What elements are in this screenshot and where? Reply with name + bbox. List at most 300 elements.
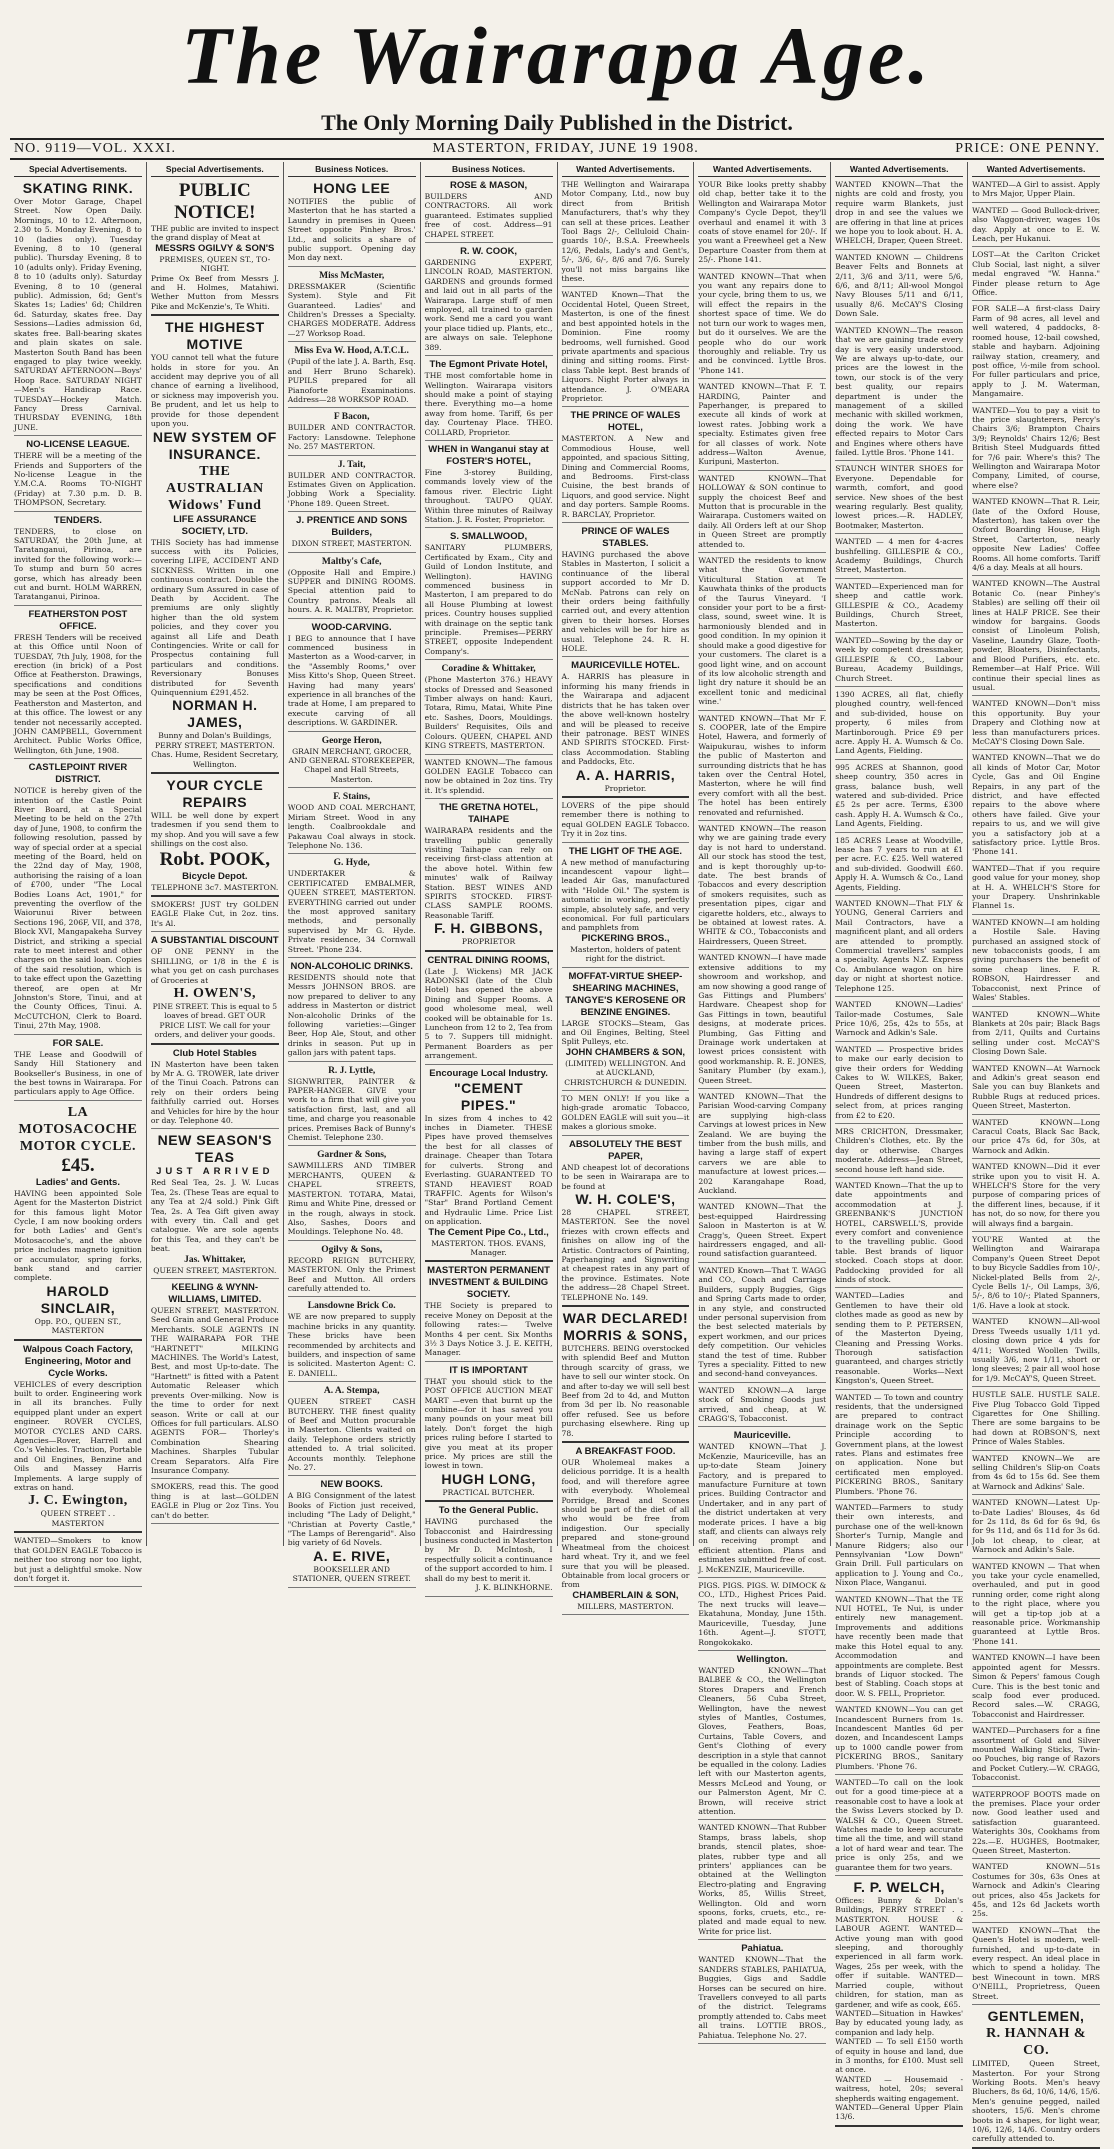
ad-name: Robt. POOK, xyxy=(159,848,270,870)
ad-title: KEELING & WYNN-WILLIAMS, LIMITED. xyxy=(168,1282,262,1306)
ad-tenders xyxy=(14,515,142,606)
ad-maltby xyxy=(288,556,416,619)
ad-body: WOOD AND COAL MERCHANT, Miriam Street. Wood in any length. Coalbrookdale and Pakawau Coal always in stock. Telephone No. 136. xyxy=(287,803,416,850)
ad-title: The Egmont Private Hotel, xyxy=(429,359,548,371)
ad-body: SMOKERS, read this. The good thing is at last—GOLDEN EAGLE in Plug or 2oz Tins. You can't do better. xyxy=(150,1482,279,1520)
ad-lost xyxy=(972,250,1100,301)
ad-body: HAVING purchased the above Stables in Masterton, I solicit a continuance of the liberal support accorded to Mr D. McNab. Patrons can rely on their orders being faithfully carried out, and every attention given to their horses. Horses and vehicles will be for hire as usual. Telephone 24. R. H. HOLE. xyxy=(561,550,690,654)
ad-hyde xyxy=(288,857,416,958)
ad-smokers xyxy=(151,900,279,932)
ad-body: Red Seal Tea, 2s. J. W. Lucas Tea, 2s. (These Teas are equal to any Tea at 2/4 sold.) Pink Gift Tea, 2s. A Tea Gift given away with every tin. Call and get catalogue. We are sole agents for this Tea, and they can't be beat. xyxy=(150,1178,279,1254)
ad-title: J. PRENTICE AND SONS Builders, xyxy=(296,515,408,539)
ad-building-society xyxy=(425,1265,553,1361)
ad-body: A new method of manufacturing incandescent vapour light—leaded Air Gas, manufactured with "Holde Oil." The system is automatic in working, perfectly simple, absolutely safe, and very economical. For full particulars and pamphlets from xyxy=(561,857,690,933)
ad-body: In sizes from 4 inches to 42 inches in Diameter. THESE Pipes have proved themselves the best for all classes of drainage. Cheaper than Totara for culverts. Strong and Everlasting. GUARANTEED TO STAND HEAVIEST ROAD TRAFFIC. Agents for Wilson's "Star" Brand Portland Cement and Hydraulic Lime. Price List on application. xyxy=(424,1113,553,1227)
price: PRICE: ONE PENNY. xyxy=(955,141,1100,156)
ad-body: WANTED KNOWN—51s Costumes for 30s, 63s Ones at Warnock and Adkin's Clearing out prices, also 45s Jackets for 45s, and 12s 6d Jackets worth 25s. xyxy=(972,1862,1100,1919)
ad-body: RESIDENTS should note that Messrs JOHNSON BROS. are now prepared to deliver to any address in Masterton or district Non-alcoholic Drinks of the following varieties:—Ginger Beer, Hop Ale, Stout, and other drinks in season. Put up in gallon jars with patent taps. xyxy=(287,972,416,1058)
ad-prentice xyxy=(288,515,416,552)
ad-body: WANTED KNOWN—I have made extensive additions to my showroom and workshop, and am now showing a good range of Gas Fittings and Plumbers' Hardware. Cheapest shop for Gas Fittings in town, beautiful designs, at moderate prices. Plumbing, Gas Fitting and Drainage work undertaken at lowest prices consistent with good workmanship. R. E. JONES, Sanitary Plumber (by exam.), Queen Street. xyxy=(698,953,827,1085)
ad-sub: PROPRIETOR xyxy=(461,937,516,947)
ad-body: WANTED KNOWN—That the TE NUI HOTEL, Te Nui, is under entirely new management. Improvements and additions have recently been made that make this Hotel equal to any. Accommodation and appointments are complete. Best brands of Liquor stocked. The best of Stabling. Coach stops at door. W. S. FELL, Proprietor. xyxy=(835,1594,964,1698)
ad-body: Over Motor Garage, Chapel Street. Now Open Daily. Mornings, 10 to 12. Afternoon, 2.30 to 5. Monday Evening, 8 to 10 (ladies only). Tuesday Evening, 8 to 10 (general public). Thursday Evening, 8 to 10 (adults only). Friday Evening, 8 to 10 (adults only). Saturday Evening, 8 to 10 (general public). Admission, 6d; Gent's Skates 1s; Ladies' 6d; Children 6d. Saturday, skates free. Day Sessions—Ladies admission 6d, skates free. Ball-bearing skates and plain skates on sale. Masterton South Band has been engaged to play twice weekly. SATURDAY AFTERNOON—Boys' Hoop Race. SATURDAY NIGHT—Men's Handicap Race. TUESDAY—Hockey Match. Fancy Dress Carnival. THURSDAY EVENING, 18th JUNE. xyxy=(14,197,142,432)
ad-title: NEW SEASON'S TEAS xyxy=(157,1132,272,1166)
ad-body: UNDERTAKER & CERTIFICATED EMBALMER, QUEEN STREET, MASTERTON. EVERYTHING carried out under the most approved sanitary methods, and personally supervised by Mr G. Hyde. Private residence, 34 Cornwall Street. 'Phone 234. xyxy=(287,869,416,954)
ad-body: THERE will be a meeting of the Friends and Supporters of the No-license League in the Y.M.C.A. Rooms TO-NIGHT (Friday) at 7.30 p.m. D. B. THOMPSON, Secretary. xyxy=(14,451,142,508)
ad-body: BUILDERS AND CONTRACTORS. All work guaranteed. Estimates supplied free of cost. Address—91 CHAPEL STREET. xyxy=(424,192,553,239)
ad-title: THE GRETNA HOTEL, TAIHAPE xyxy=(439,802,538,826)
ad-body: WANTED KNOWN—That R. Leir, (late of the Oxford House, Masterton), has taken over the Oxford Boarding House, High Street, Carterton, nearly opposite New Ladies' Coffee Rooms. All home comforts. Tariff 4/6 a day. Meals at all hours. xyxy=(972,497,1100,573)
ad-name: A. E. RIVE, xyxy=(313,1547,391,1564)
ad-slip-on-coats xyxy=(972,1454,1100,1496)
ad-keeling xyxy=(151,1282,279,1479)
ad-river-district xyxy=(14,762,142,1035)
ad-smokers xyxy=(14,1536,142,1587)
ad-body: WANTED KNOWN—That FLY & YOUNG, General Carriers and Mail Contractors, have a magnificent plant, and all orders are attended to promptly. Commercial travellers' samples a specialty. Agents N.Z. Express Co. Ambulance wagon on hire day or night at shortest notice. Telephone 125. xyxy=(835,899,964,993)
ad-pahiatua xyxy=(698,1943,826,2044)
ad-body: WANTED KNOWN—White Blankets at 20s pair; Black Bags from 2/11, Quilts and Curtains selling under cost. McCAY'S Closing Down Sale. xyxy=(972,1009,1100,1057)
ad-title: Miss Eva W. Hood, A.T.C.L. xyxy=(294,346,409,357)
ad-body: THE Wellington and Wairarapa Motor Company, Ltd., now buy direct from British Manufacturers, that's why they can sell at these prices. Leather Tool Bags 2/-, Celluloid Chain-guards 10/-, B.S.A. Freewheels 12/6, Pedals, Lady's and Gent's, 5/-, 3/6, 6/-, 8/6 and 7/6. Surely you'll not miss bargains like these. xyxy=(561,180,690,284)
ad-prince-of-wales-stables xyxy=(562,526,690,657)
column-heading: Special Advertisements. xyxy=(14,164,142,177)
ad-body: TO MEN ONLY! If you like a high-grade aromatic Tobacco, GOLDEN EAGLE will suit you—it makes a glorious smoke. xyxy=(561,1094,690,1132)
ad-body: WANTED KNOWN—The Austral Botanic Co. (near Pinhey's Stables) are selling off their oil lines at HALF PRICE. See their window for bargains. Goods consist of Linoleum Polish, Vaseline, Laundry Glaze, Tooth-powder, Bloaters, Disinfectants, and Blood Purifiers, etc. etc. Remember—at Half Price. Will continue their special lines as usual. xyxy=(972,579,1100,692)
ad-stempa xyxy=(288,1385,416,1476)
ad-dairy-farm xyxy=(972,304,1100,402)
ad-body: 1390 ACRES, all flat, chiefly ploughed country, well-fenced and sub-divided, house on property, 6 miles from Martinborough. Price £9 per acre. Apply H. A. Wumsch & Co. Land Agents, Fielding. xyxy=(835,689,964,756)
ad-bacon xyxy=(288,411,416,455)
ad-general-public xyxy=(425,1505,553,1596)
ad-body: WANTED KNOWN—Latest Up-to-Date Ladies' Blouses, 4s 6d for 2s 11d, 8s 6d for 6s 9d, 6s for 9s 11d, and 6s 11d for 3s 6d. Job lot cheap, to clear, at Warnock and Adkin's Sale. xyxy=(972,1498,1100,1555)
ad-body: BUILDER AND CONTRACTOR. Factory: Lansdowne. Telephone No. 257 MASTERTON. xyxy=(287,423,416,452)
ad-ogilvy xyxy=(288,1244,416,1298)
ad-body: Offices: Bunny & Dolan's Buildings, PERRY STREET . . MASTERTON. HOUSE & LABOUR AGENT. WANTED—Active young man with good sleeping, and thoroughly experienced in all farm work. Wages, 25s per week, with the offer if suitable. WANTED—Married couple, without children, for station, man as gardener, and wife as cook, £65. xyxy=(835,1896,964,2009)
ad-price: £45. xyxy=(61,1154,95,1176)
ad-body: WANTED—Experienced man for sheep and cattle work. GILLESPIE & CO., Academy Buildings, Church Street, Masterton. xyxy=(835,581,964,629)
ad-title-2: TANGYE'S KEROSENE OR BENZINE ENGINES. xyxy=(565,994,686,1018)
ad-body: WANTED KNOWN — That when you take your cycle enamelled, overhauled, and put in good running order, come right along to the right place, where you will get a tip-top job at a reasonable price. Workmanship guaranteed at Lyttle Bros. 'Phone 141. xyxy=(972,1561,1100,1646)
column-8 xyxy=(968,162,1104,2144)
ad-shearing-machines xyxy=(562,971,690,1091)
column-4 xyxy=(421,162,558,1593)
ad-rose-mason xyxy=(425,180,553,243)
ad-body: WANTED KNOWN—At Warnock and Adkin's great season end Sale you can buy Blankets and Rubble Rugs at reduced prices. Queen Street, Masterton. xyxy=(972,1063,1100,1111)
ad-harding xyxy=(698,382,826,471)
ad-title: ABSOLUTELY THE BEST PAPER, xyxy=(568,1138,682,1162)
ad-name: JOHN CHAMBERS & SON, xyxy=(565,1046,686,1058)
ad-name: MORRIS & SONS, xyxy=(563,1326,688,1343)
ad-subtitle: Ladies' and Gents. xyxy=(35,1176,120,1188)
ad-public-notice xyxy=(151,180,279,316)
ad-body: WANTED KNOWN—That Rubber Stamps, brass labels, shop brands, stencil plates, shoe-plates, rubber type and all printers' appliances can be obtained at the Wellington Electro-plating and Engraving Works, 85, Willis Street, Wellington. Old and worn spoons, forks, cruets, etc., re-plated and made equal to new. Write for price list. xyxy=(698,1823,827,1936)
ad-title: Ogilvy & Sons, xyxy=(321,1244,383,1255)
ad-body: LIMITED, Queen Street, Masterton. For your Strong Working Boots. Men's heavy Bluchers, 8s 6d, 10/6, 14/6, 15/6. Men's genuine pegged, nailed shooters, 15/6. Men's chrome boots in 4 shapes, for light wear, 10/6, 12/6, 14/6. Country orders carefully attended to. xyxy=(972,2059,1100,2144)
ad-body: WANTED KNOWN—That J. McKenzie, Mauriceville, has an up-to-date Steam Joinery Factory, and is prepared to manufacture Furniture at town prices. Building Contractor and Undertaker, and in any part of the district undertaken at very moderate prices. I have a big staff, and clients can always rely on receiving prompt and efficient attention. Plans and estimates submitted free of cost. J. McKENZIE, Mauriceville. xyxy=(698,1442,827,1574)
ad-body: WANTED—Purchasers for a fine assortment of Gold and Silver mounted Walking Sticks, Twin-oo Pouches, big range of Razors and Pocket Cutlery.—W. CRAGG, Tobacconist. xyxy=(972,1726,1100,1783)
ad-holloway xyxy=(698,474,826,553)
column-heading: Special Advertisements. xyxy=(151,164,279,177)
ad-body: LARGE STOCKS—Steam, Gas and Oil Engines, Belting, Steel Split Pulleys, etc. xyxy=(561,1018,690,1047)
ad-te-nui-hotel xyxy=(835,1595,963,1702)
ad-title: A SUBSTANTIAL DISCOUNT xyxy=(151,935,279,947)
ad-title: F Bacon, xyxy=(333,412,370,423)
ad-name: F. H. GIBBONS, xyxy=(434,920,544,937)
ad-welch-agent xyxy=(835,1879,963,2127)
ad-title: NON-ALCOHOLIC DRINKS. xyxy=(290,960,413,972)
ad-body: WANTED — Housemaid - waitress, hotel, 20s; several shepherds waiting engagement. xyxy=(835,2074,964,2103)
ad-walking-sticks xyxy=(972,1726,1100,1786)
ad-body: WANTED KNOWN—We are selling Children's Slip-on Coats from 4s 6d to 15s 6d. See them at Warnock and Adkins' Sale. xyxy=(972,1453,1100,1491)
ad-title: Encourage Local Industry. xyxy=(429,1067,548,1079)
ad-smokers xyxy=(151,1482,279,1524)
ad-body: DIXON STREET, MASTERTON. xyxy=(291,539,412,549)
ad-address: (LIMITED) WELLINGTON. And at AUCKLAND, CHRISTCHURCH & DUNEDIN. xyxy=(564,1058,687,1087)
ad-body: YOU cannot tell what the future holds in store for you. An accident may deprive you of all chance of earning a livelihood, or sickness may impoverish you. Be prudent, and let us help to provide for those dependent upon you. xyxy=(150,353,279,429)
ad-wood-carving xyxy=(288,622,416,732)
ad-body: YOU'RE Wanted at the Wellington and Wairarapa Company's Queen Street Depot to buy Bicycle Saddles from 10/-, Nickel-plated Bells from 2/-, Cycle Bells 1/-, Oil Lamps, 3/6, 5/-, 8/6 to 10/-; Plated Spanners, 1/6. Have a look at stock. xyxy=(972,1235,1100,1310)
ad-mauriceville xyxy=(698,1430,826,1578)
ad-bullock-driver xyxy=(972,206,1100,248)
ad-body: WANTED KNOWN—That the Queen's Hotel is modern, well-furnished, and up-to-date in every respect. An ideal place in which to spend a holiday. The best Winecount in town. MRS O'NEILL, Proprietress, Queen Street. xyxy=(972,1925,1100,2001)
ad-title: To the General Public. xyxy=(438,1505,539,1517)
ad-farmers xyxy=(835,1503,963,1592)
ad-name: CHAMBERLAIN & SON, xyxy=(572,1589,679,1601)
ad-body: THAT you should stick to the POST OFFICE AUCTION MEAT MART —even that burnt up the combine—for it has saved you many pounds on your meat bill lately. Don't forget the high prices ruling before I started to give you meat at its proper price. My prices are still the lowest in town. xyxy=(424,1376,553,1471)
ad-title: Gardner & Sons, xyxy=(317,1150,387,1161)
ad-where: PREMISES, QUEEN ST., TO-NIGHT. xyxy=(159,254,271,274)
ad-parisian xyxy=(698,1092,826,1199)
ad-body: NOTICE is hereby given of the intention of the Castle Point River Board, at a Special Meeting to be held on the 27th day of June, 1908, to confirm the following resolution, passed by way of special order at a special meeting of the Board, held on the 22nd day of May, 1908, authorising the raising of a loan of £700, under "The Local Bodies Loans Act, 1901," for preventing the overflow of the Waiorunui River between Sections 196, 206F, VII, and 378, Block XVI, Mangapakeha Survey District, and striking a special rate to meet interest and other charges on the said loan. Copies of the said resolution, which is to take effect upon the Gazetting thereof, are open at Mr Johnston's Store, Tinui, and at the County Offices, Tinui. A. McCUTCHON, Clerk to Board. Tinui, 27th May, 1908. xyxy=(14,786,142,1031)
ad-signature: J. K. BLINKHORNE. xyxy=(475,1583,553,1593)
ad-prince-of-wales-hotel xyxy=(562,410,690,523)
ad-childrens-felts xyxy=(835,253,963,323)
ad-body: BUTCHERS. BEING overstocked with splendid Beef and Mutton through scarcity of grass, we have to sell our winter stock. On and after to-day we will sell best Beef from 2d to 4d, and Mutton from 3d per lb. No reasonable offer refused. See us before purchasing elsewhere. Ring up 78. xyxy=(561,1343,690,1438)
ad-sub: Bicycle Depot. xyxy=(182,870,248,882)
ad-smallwood xyxy=(425,531,553,660)
ad-name: NORMAN H. JAMES, xyxy=(172,697,258,731)
ad-title: Maltby's Cafe, xyxy=(321,556,382,567)
ad-body: WANTED KNOWN—That HOLLOWAY & SON continue to supply the choicest Beef and Mutton that is procurable in the Wairarapa. Customers waited on daily. All Orders left at our Shop in Queen Street are promptly attended to. xyxy=(698,473,827,549)
ad-body: (Phone Masterton 376.) HEAVY stocks of Dressed and Seasoned Timber always on hand: Kauri, Totara, Rimu, Matai, White Pine etc. Sashes, Doors, Mouldings. Builders' Requisites, Oils and Colours. QUEEN, CHAPEL AND KING STREETS, MASTERTON. xyxy=(424,675,553,751)
ad-body: (Opposite Hall and Empire.) SUPPER and DINING ROOMS. Special attention paid to Country patrons. Meals all hours. A. R. MALTBY, Proprietor. xyxy=(287,567,416,615)
ad-body: WATERPROOF BOOTS made on the premises. Place your order now. Good leather used and satisfaction guaranteed. Waterights 30s, Cookhams from 22s.—E. HUGHES, Bootmaker, Queen Street, Masterton. xyxy=(972,1789,1100,1855)
ad-title: F. Stains, xyxy=(333,792,371,803)
ad-incandescent xyxy=(835,1705,963,1775)
ad-body: WANTED KNOWN—That the SANDERS STABLES, PAHIATUA, Buggies, Gigs and Saddle Horses can be secured on hire. Travellers conveyed to all parts of the district. Telegrams promptly attended to. Cabs meet all trains. LOTTIE BROS., Pahiatua. Telephone No. 27. xyxy=(698,1955,827,2040)
ad-body: WANTED KNOWN — Childrens Beaver Felts and Bonnets at 2/11, 3/6 and 3/11, were 5/6, 6/6, and 8/11; All-wool Mongol Navy Blouses 5/11 and 6/11, usually 8/6. McCAY'S Closing Down Sale. xyxy=(835,252,964,319)
ad-extra: Prime Ox Beef from Messrs J. and H. Holmes, Matahiwi. Wether Mutton from Messrs Pike and McKenzie's, Te Whiti. xyxy=(150,273,279,311)
ad-title: Coradine & Whittaker, xyxy=(441,664,536,675)
ad-title: Wellington. xyxy=(736,1653,788,1665)
ad-widows: THE AUSTRALIAN Widows' Fund xyxy=(166,463,264,513)
ad-body: WANTED KNOWN—Long Caracul Coats, Black Sac Back, our price 47s 6d, for 30s, at Warnock and Adkin. xyxy=(972,1117,1100,1155)
ad-title: MASTERTON PERMANENT INVESTMENT & BUILDING SOCIETY. xyxy=(427,1265,550,1301)
ad-address: MASTERTON. THOS. EVANS, Manager. xyxy=(431,1238,546,1257)
column-7 xyxy=(831,162,968,2122)
ad-body: SANITARY PLUMBERS, Certificated by Exam., City and Guild of London Institute, and Wellington). HAVING commenced business in Masterton, I am prepared to do all House Plumbing at lowest prices. Country houses supplied with drainage on the septic tank principle. Premises—PERRY STREET, opposite Independent Company's. xyxy=(424,543,553,656)
dateline-bar xyxy=(10,138,1104,160)
ad-title: TENDERS. xyxy=(53,514,102,526)
ad-skating-rink xyxy=(14,180,142,436)
ad-wellington xyxy=(698,1654,826,1821)
ad-title: WAR DECLARED! xyxy=(562,1309,689,1326)
ad-body: AND cheapest lot of decorations to be seen in Wairarapa are to be found at xyxy=(561,1162,690,1191)
ad-body: A BIG Consignment of the latest Books of Fiction just received, including "The Lady of Delight," "Christian at Poverty Castle," "The Lamps of Berengarid". Also big variety of 6d Novels. xyxy=(287,1491,416,1548)
ad-body: WAIRARAPA residents and the travelling public generally visiting Taihape can rely on receiving first-class attention at the above hotel. Within few minutes' walk of Railway Station. BEST WINES AND SPIRITS STOCKED. FIRST-CLASS SAMPLE ROOMS. Reasonable Tariff. xyxy=(424,826,553,920)
ad-war-declared xyxy=(562,1310,690,1443)
ad-title: Lansdowne Brick Co. xyxy=(307,1301,396,1312)
ad-body: WANTED KNOWN—You can get Incandescent Burners from 1s. Incandescent Mantles 6d per dozen, and Incandescent Lamps up to 1000 candle power from PICKERING BROS., Sanitary Plumbers. 'Phone 76. xyxy=(835,1705,964,1771)
column-heading: Business Notices. xyxy=(425,164,553,177)
ad-body: WANTED KNOWN—I have been appointed agent for Messrs. Simon & Pepers' famous Cough Cure. This is the best tonic and scalp food ever produced. Record sales.—W. CRAGG, Tobacconist and Hairdresser. xyxy=(972,1653,1100,1719)
ad-body: PIGS. PIGS. PIGS. W. DIMOCK & CO., LTD., Highest Prices Paid. The next trucks will leave— Ekatahuna, Monday, June 15th. Mauriceville, Tuesday, June 16th. Agent—J. STOTT, Rongokokako. xyxy=(698,1581,827,1647)
ad-for-sale xyxy=(14,1038,142,1101)
ad-widows-fund xyxy=(151,319,279,774)
ad-name: HAROLD SINCLAIR, xyxy=(40,1282,116,1316)
ad-body: I BEG to announce that I have commenced business in Masterton as a Wood-carver, in the "Assembly Rooms," over Miss Kitto's Shop, Queen Street. Having had many years' experience in all branches of the trade at Home, I am prepared to execute carving of all descriptions. W. GARDINER. xyxy=(287,633,416,728)
ad-title: THE LIGHT OF THE AGE. xyxy=(568,845,682,857)
ad-name: R. HANNAH & CO. xyxy=(986,2026,1087,2059)
ad-wagg xyxy=(698,1266,826,1383)
ad-body: BUILDER AND CONTRACTOR. Estimates Given on Application. Jobbing Work a Speciality. 'Phone 189. Queen Street. xyxy=(287,470,416,508)
ad-address: QUEEN STREET, MASTERTON. xyxy=(153,1265,277,1275)
ad-hannah xyxy=(972,2008,1100,2149)
ad-firm: MESSRS OGILVY & SON'S xyxy=(155,242,275,254)
ad-body: WANTED KNOWN—The reason that we are gaining trade every day is very easily understood. We are always up-to-date, our prices are the lowest in the town, our stock is of the very best quality, our repairs department is under the management of a skilled mechanic with skilled workmen, doing the work. We have effected repairs to Motor Cars and Engines where others have failed. Lyttle Bros. 'Phone 141. xyxy=(835,325,964,457)
ad-staunch-shoes xyxy=(835,464,963,534)
ad-cooper xyxy=(698,714,826,821)
ad-body: SAWMILLERS AND TIMBER MERCHANTS, QUEEN & CHAPEL STREETS, MASTERTON. TOTARA, Matai, Rimu and White Pine, dressed or in the rough, always in stock. Also, Sashes, Doors and Mouldings. Telephone No. 48. xyxy=(287,1161,416,1237)
ad-body: WANTED—Situation in Hawkes' Bay by educated young lady, as companion and lady help. xyxy=(835,2008,964,2037)
ad-lyttle xyxy=(288,1065,416,1147)
ad-body: A. HARRIS has pleasure in informing his many friends in the Wairarapa and adjacent districts that he has taken over the above well-known hostelry and will be pleased to receive their patronage. BEST WINES AND SPIRITS STOCKED. First-class Accommodation. Stabling and Paddocks, Etc. xyxy=(561,672,690,767)
column-heading: Wanted Advertisements. xyxy=(835,164,963,177)
ad-body: STAUNCH WINTER SHOES for Everyone. Dependable for warmth, comfort, and good service. New shoes of the best wearing regularly. Best quality, lowest prices.—R. HADLEY, Bootmaker, Masterton. xyxy=(835,464,964,530)
ad-jones-plumber xyxy=(698,953,826,1089)
ad-white-tobacconist xyxy=(698,824,826,950)
ad-warnock-sale xyxy=(972,1064,1100,1115)
ad-address: MILLERS, MASTERTON. xyxy=(577,1601,674,1611)
ad-body: WANTED KNOWN—That Mr F. S. COOPER, late of the Empire Hotel, Hawera, and formerly of Waipukurau, wishes to inform the public of Masterton and surrounding districts that he has taken over the Central Hotel, Masterton, where he will find every comfort with all the best. The hotel has been entirely renovated and refurnished. xyxy=(698,713,827,817)
ad-body: DRESSMAKER (Scientific System). Style and Fit Guaranteed. Ladies' and Children's Dresses a Specialty. CHARGES MODERATE. Address—27 Worksop Road. xyxy=(287,281,416,338)
ad-mccay xyxy=(972,699,1100,750)
ad-body: THE most comfortable home in Wellington. Wairarapa visitors should make a point of staying there. Everything mo—a home away from home. Tariff, 6s per day. Courtenay Place. THEO. COLLARD, Proprietor. xyxy=(424,371,553,437)
ad-post-office xyxy=(14,609,142,759)
ad-teas xyxy=(151,1132,279,1279)
ad-address: QUEEN STREET . . MASTERTON xyxy=(40,1509,116,1528)
ad-hong-lee xyxy=(288,180,416,267)
column-heading: Wanted Advertisements. xyxy=(972,164,1100,177)
ad-body: WE are now prepared to supply machine bricks in any quantity. These bricks have been recommended by architects and builders, and inspection of same is solicited. Masterton Agent: C. E. DANIELL. xyxy=(287,1312,416,1378)
column-1 xyxy=(10,162,147,1583)
ad-whelch-value xyxy=(972,864,1100,915)
ad-cough-cure xyxy=(972,1653,1100,1723)
ad-title: S. SMALLWOOD, xyxy=(450,531,528,543)
column-heading: Wanted Advertisements. xyxy=(562,164,690,177)
ad-title: FOR SALE. xyxy=(52,1037,104,1049)
ad-title: HONG LEE xyxy=(313,180,391,196)
ad-girl xyxy=(972,180,1100,203)
ad-body: GARDENING EXPERT, LINCOLN ROAD, MASTERTON. GARDENS and grounds formed and laid out in all parts of the Wairarapa. Large stuff of men employed, all trained to garden work. Send me a card you want your place tidied up. Plants, etc., are always on sale. Telephone 389. xyxy=(424,258,553,352)
ad-body: WANTED KNOWN—A large stock of Smoking Goods just arrived, and cheap, at W. CRAGG'S, Tobacconist. xyxy=(698,1385,827,1423)
ad-body: WANTED—Ladies and Gentlemen to have their old clothes made as good as new by sending them to P. PETERSEN, of the Masterton Dyeing, Cleaning and Pressing Works. Thorough satisfaction guaranteed, and charges strictly reasonable. Works—Next Kingston's, Queen Street. xyxy=(835,1291,964,1386)
column-6 xyxy=(694,162,831,2040)
ad-address: Opp. P.O., QUEEN ST., MASTERTON xyxy=(34,1316,122,1336)
ad-non-alcoholic xyxy=(288,961,416,1062)
ad-body: WANTED KNOWN—The reason why we are gaining trade every day is not hard to understand. All our stock has stood the test, and is kept thoroughly up-to-date. The best brands of Tobaccos and every description of smokers requisites, such as presentation pipes, cigar and cigarette holders, etc., always to be obtained at lowest rates. A. WHITE & CO., Tobacconists and Hairdressers, Queen Street. xyxy=(698,824,827,946)
ad-price-slaughterers xyxy=(972,406,1100,495)
ad-body: SIGNWRITER, PAINTER & PAPER-HANGER. GIVE your work to a firm that will give you satisfaction first, last, and all time, and charge you reasonable prices. Premises Back of Bunny's Chemist. Telephone 230. xyxy=(287,1076,416,1143)
ad-body: GRAIN MERCHANT, GROCER, AND GENERAL STOREKEEPER, Chapel and Hall Streets, Masterton. xyxy=(288,746,415,784)
ad-title: PUBLIC NOTICE! xyxy=(174,180,256,223)
ad-sowing xyxy=(835,636,963,687)
ad-body: WANTED — 4 men for 4-acres bushfelling. GILLESPIE & CO., Academy Buildings, Church Street, Masterton. xyxy=(835,537,964,575)
ad-title: Club Hotel Stables xyxy=(172,1047,257,1059)
ad-caracul-coats xyxy=(972,1118,1100,1160)
column-2 xyxy=(147,162,284,1546)
ad-mcmaster xyxy=(288,270,416,342)
ad-title: MOFFAT-VIRTUE SHEEP-SHEARING MACHINES, xyxy=(568,970,683,994)
ad-blankets xyxy=(972,1010,1100,1061)
ad-egmont-hotel xyxy=(425,359,553,441)
ad-body: WANTED — Good Bullock-driver, also Waggon-driver, wages 10s day. Apply at once to E. W. Leach, per Hukanui. xyxy=(972,205,1100,244)
ad-body: WANTED—That if you require good value for your money, shop at H. A. WHELCH'S Store for your Drapery. Unshrinkable Flannel 1s. xyxy=(972,863,1100,911)
ad-to-men-only xyxy=(562,1094,690,1136)
ad-bushfelling xyxy=(835,537,963,579)
ad-club-stables xyxy=(151,1048,279,1130)
ad-tait xyxy=(288,459,416,513)
ad-tailor-costumes xyxy=(835,1000,963,1042)
ad-brick-co xyxy=(288,1300,416,1382)
ad-title: WOOD-CARVING. xyxy=(311,621,392,633)
ad-title: NEW BOOKS. xyxy=(320,1479,383,1491)
ad-body: WANTED KNOWN—That the nights are cold and frosty, you require warm Blankets, just drop in and see the values we are offering in that line at prices we hope you to look about. H. A. WHELCH, Draper, Queen Street. xyxy=(835,180,964,246)
ad-body: LOVERS of the pipe should remember there is nothing to equal GOLDEN EAGLE Tobacco. Try it in 2oz tins. xyxy=(561,800,690,839)
ad-carriers xyxy=(835,899,963,997)
ad-name: W. H. COLE'S, xyxy=(575,1190,676,1207)
ad-cement-pipes xyxy=(425,1068,553,1263)
ad-body: FRESH Tenders will be received at this Office until Noon of TUESDAY, 7th July, 1908, for the erection (in brick) of a Post Office at Featherston. Drawings, specifications and conditions may be seen at the Post Offices, Featherston and Masterton, and at this office. The lowest or any tender not necessarily accepted. JOHN CAMPBELL, Government Architect. Public Works Office, Wellington, 6th June, 1908. xyxy=(14,632,142,755)
issue-number: NO. 9119—VOL. XXXI. xyxy=(14,141,176,156)
ad-heron xyxy=(288,735,416,789)
ad-body: WANTED Known—That the up to date appointments and accommodation at J. GREENBANK'S JUNCTION HOTEL, CARSWELL'S, provide every comfort and convenience to the travelling public. Good table. Best brands of liquor stocked. Coach stops at door. Paddocking provided for all kinds of stock. xyxy=(835,1181,964,1285)
ad-stains xyxy=(288,791,416,854)
ad-costumes xyxy=(972,1862,1100,1922)
ad-title: PRINCE OF WALES STABLES. xyxy=(581,526,670,549)
ad-title: Mauriceville. xyxy=(733,1430,791,1442)
ad-body: FOR SALE—A first-class Dairy Farm of 98 acres, all level and well watered, 4 paddocks, 8-roomed house, 12-bail cowshed, stable and haybarn. Adjoining railway station, creamery, and post office, ½-mile from school. For fuller particulars and price, apply to J. M. Waterman, Mangamaire. xyxy=(972,304,1100,399)
ad-gardner xyxy=(288,1149,416,1240)
ad-stock-man xyxy=(835,582,963,633)
ad-body: MRS CRICHTON, Dressmaker, Children's Clothes, etc. By the day or otherwise. Charges moderate. Address—Jean Street, second house left hand side. xyxy=(835,1126,964,1174)
ad-sub: JUST ARRIVED xyxy=(156,1166,274,1178)
ad-body: WANTED Known—That T. WAGG and CO., Coach and Carriage Builders, supply Buggies, Gigs and Spring Carts made to order, in any style, and constructed under personal supervision from the best selected materials by expert workmen, and our prices defy competition. Our vehicles stand the test of time. Rubber Tyres a speciality. Fitted to new and second-hand conveyances. xyxy=(698,1265,827,1379)
ad-crichton xyxy=(835,1127,963,1178)
ad-best-paper xyxy=(562,1139,690,1307)
ad-body: RECORD REIGN BUTCHERY, MASTERTON. Only the Primest Beef and Mutton. All orders carefully attended to. xyxy=(287,1255,416,1293)
ad-body: SMOKERS! JUST try GOLDEN EAGLE Flake Cut, in 2oz. tins. It's Al. xyxy=(150,900,279,928)
ad-name: J. C. Ewington, xyxy=(28,1493,128,1509)
ad-body: QUEEN STREET CASH BUTCHERY. THE finest quality of Beef and Mutton procurable in Masterton. Clients waited on daily. Telephone orders strictly attended to. A trial solicited. Accounts monthly. Telephone No. 27. xyxy=(287,1397,416,1473)
ad-title: Pahiatua. xyxy=(741,1943,784,1955)
ad-coradine xyxy=(425,663,553,754)
ad-wedding-cakes xyxy=(835,1045,963,1124)
ad-995-acres xyxy=(835,763,963,833)
ad-body: WANTED—A Girl to assist. Apply to Mrs Major, Upper Plain. xyxy=(972,180,1100,199)
column-3 xyxy=(284,162,421,1584)
ad-cragg xyxy=(698,1386,826,1428)
ad-petersen xyxy=(835,1291,963,1389)
ad-title: ROSE & MASON, xyxy=(450,180,528,191)
ad-body: MASTERTON. A New and Commodious House, well appointed, and spacious Sitting, Dining and Commercial Rooms, and Bedrooms. First-class Cuisine, the best brands of Liquors, and good service. Night and day porters. Sample Rooms. R. BARCLAY, Proprietor. xyxy=(561,434,690,519)
ad-title: R. J. Lyttle, xyxy=(328,1065,376,1076)
ad-name: Jas. Whittaker, xyxy=(184,1254,246,1265)
ad-widows-sub: LIFE ASSURANCE SOCIETY, LTD. xyxy=(173,513,257,537)
ad-body: WANTED — Prospective brides to make our early decision to give their orders for Wedding Cakes to W. WILKES, Baker, Queen Street, Masterton. Hundreds of different designs to select from, at prices ranging from £2 to £20. xyxy=(835,1044,964,1120)
ad-body: WANTED the residents to know what the Government Viticultural Station at Te Kauwhata thinks of the products of the Taurus Vineyard. 'I consider your port to be a first-class, sound, sweet wine. It is harmoniously blended and in good condition. In my opinion it should make a good digestive for your customers. The claret is a good light wine, and on account of its low alcoholic strength and light dry nature it should be an excellent tonic and medicinal wine.' xyxy=(698,556,827,707)
ad-body: 28 CHAPEL STREET, MASTERTON. See the novel friezes with crown effects and finishes on allow ing of the Artistic. Contractors of Painting, Paperhanging and Signwriting at cheapest rates in any part of the province. Estimates. Note the address—28 Chapel Street. TELEPHONE No. 149. xyxy=(561,1207,690,1302)
ad-mauriceville-hotel xyxy=(562,660,690,797)
masthead xyxy=(10,6,1104,108)
ad-robson xyxy=(972,918,1100,1007)
ad-body: WANTED—General Upper Plain 13/6. xyxy=(835,2102,964,2122)
ad-body: WANTED Known—That the Occidental Hotel, Queen Street, Masterton, is one of the finest and best appointed hotels in the Dominion. Fine roomy bedrooms, well furnished. Good private apartments and spacious dining and sitting rooms. First-class Table kept. Best brands of Liquors. Night Porter always in attendance. J. O'MEARA Proprietor. xyxy=(561,290,690,403)
ad-185-acres xyxy=(835,836,963,896)
ad-walpous xyxy=(14,1344,142,1534)
ad-central-dining xyxy=(425,955,553,1065)
ad-sub: Proprietor. xyxy=(604,783,647,793)
ad-title: LA MOTOSACOCHE MOTOR CYCLE. xyxy=(18,1104,138,1154)
ad-name: The Cement Pipe Co., Ltd., xyxy=(428,1226,549,1238)
ad-body: WANTED KNOWN—That BALBEE & CO., the Wellington Stores Drapers and French Cleaners, 56 Cuba Street, Wellington, have the newest styles of Mantles, Costumes, Gloves, Feathers, Boas, Curtains, Table Covers, and Gent's Clothing of every description in a style that cannot be equalled in the colony. Ladies left with our Masterton agents, Messrs McLeod and Young, or our Palmerston Agent, Mr C. Brown, will receive strict attention. xyxy=(698,1665,827,1816)
ad-title: R. W. COOK, xyxy=(460,246,518,258)
ad-body: THE Lease and Goodwill of Sandy Hill Stationery and Bookseller's Business, in one of the best towns in Wairarapa. For particulars apply to Age Office. xyxy=(14,1049,142,1097)
ad-body: WANTED—Farmers to study their own interests, and purchase one of the well-known Shorter's Turnip, Mangle and Manure Ridgers; also our Pennsylvanian "Low Down" Grain Drill. Full particulars on application to J. Young and Co., Nixon Place, Wanganui. xyxy=(835,1503,964,1588)
ad-blouses xyxy=(972,1498,1100,1558)
ad-title: FEATHERSTON POST OFFICE. xyxy=(28,608,128,632)
ad-hood xyxy=(288,345,416,408)
ad-swiss-levers xyxy=(835,1778,963,1876)
ad-title: THE PRINCE OF WALES HOTEL, xyxy=(570,410,681,434)
ad-body: PINE STREET. This is equal to 5 loaves of bread. GET OUR PRICE LIST. We call for your orders, and deliver your goods. xyxy=(152,1001,278,1040)
ad-wellington-depot xyxy=(972,1235,1100,1314)
ad-cycle-repairs xyxy=(698,272,826,379)
newspaper-subtitle: The Only Morning Daily Published in the District. xyxy=(321,110,793,135)
ad-body: IN Masterton have been taken by Mr A. G. TROWER, late driver of the Tinui Coach. Patrons can rely on their orders being faithfully carried out. Horses and Vehicles for hire by the hour or day. Telephone 40. xyxy=(150,1059,279,1125)
ad-body: WILL be well done by expert tradesmen if you send them to my shop. And you will save a few shillings on the cost also. xyxy=(150,811,279,849)
ad-body: (Pupil of the late J. A. Barth, Esq. and Herr Bruno Scharek). PUPILS prepared for all Pianoforte Examinations. Address—28 WORKSOP ROAD. xyxy=(287,357,416,404)
ad-body: QUEEN STREET, MASTERTON. Seed Grain and General Produce Merchants. SOLE AGENTS IN THE WAIRARAPA FOR THE "HARTNETT" MILKING MACHINES. The World's Latest, Best, and most Up-to-date. The "Hartnett" is fitted with a Patent Automatic Releaser which prevents Over-milking. Now is the time to order for next season. Write or call at our Offices for full particulars. ALSO AGENTS FOR— Thorley's Combination Shearing Machines. Sharples Tubular Cream Separators. Alfa Fire Insurance Company. xyxy=(150,1306,279,1475)
ad-title: A BREAKFAST FOOD. xyxy=(575,1446,676,1458)
ad-body: WANTED—Smokers to know that GOLDEN EAGLE Tobacco is neither too strong nor too light, but just a delightful smoke. Now don't forget it. xyxy=(14,1536,142,1583)
ad-title: SKATING RINK. xyxy=(22,180,134,196)
ad-motosacoche xyxy=(14,1104,142,1341)
ad-cook xyxy=(425,246,553,356)
ad-title: IT IS IMPORTANT xyxy=(449,1364,528,1376)
ad-title: CASTLEPOINT RIVER DISTRICT. xyxy=(28,762,128,786)
ad-body: WANTED—Sowing by the day or week by competent dressmaker, GILLESPIE & CO., Labour Bureau, Academy Buildings, Church Street. xyxy=(835,635,964,683)
ad-body: WANTED — To sell £150 worth of equity in house and land, due in 3 months, for £100. Must sell at once. xyxy=(835,2037,964,2075)
ad-body: 185 ACRES Lease at Woodville, lease has 7 years to run at £1 per acre. F.C. £25. Well watered and sub-divided. Goodwill £60. Apply H. A. Wumsch & Co., Land Agents, Fielding. xyxy=(835,835,964,892)
ad-whelch-store xyxy=(972,1162,1100,1232)
ad-name: F. P. WELCH, xyxy=(853,1879,945,1896)
ad-cycle-repairs xyxy=(151,777,279,897)
ad-address: BOOKSELLER AND STATIONER, QUEEN STREET. xyxy=(292,1564,411,1584)
ad-title: G. Hyde, xyxy=(333,858,370,869)
dateline: MASTERTON, FRIDAY, JUNE 19 1908. xyxy=(432,141,699,156)
ad-body: WANTED KNOWN—That when you want any repairs done to your cycle, bring them to us, we will effect the repairs in the shortest space of time. We do not turn our work to wages men, but do it ourselves. We are the people who do our work thoroughly and reliable. Try us and be convinced. Lyttle Bros. 'Phone 141. xyxy=(698,271,827,375)
